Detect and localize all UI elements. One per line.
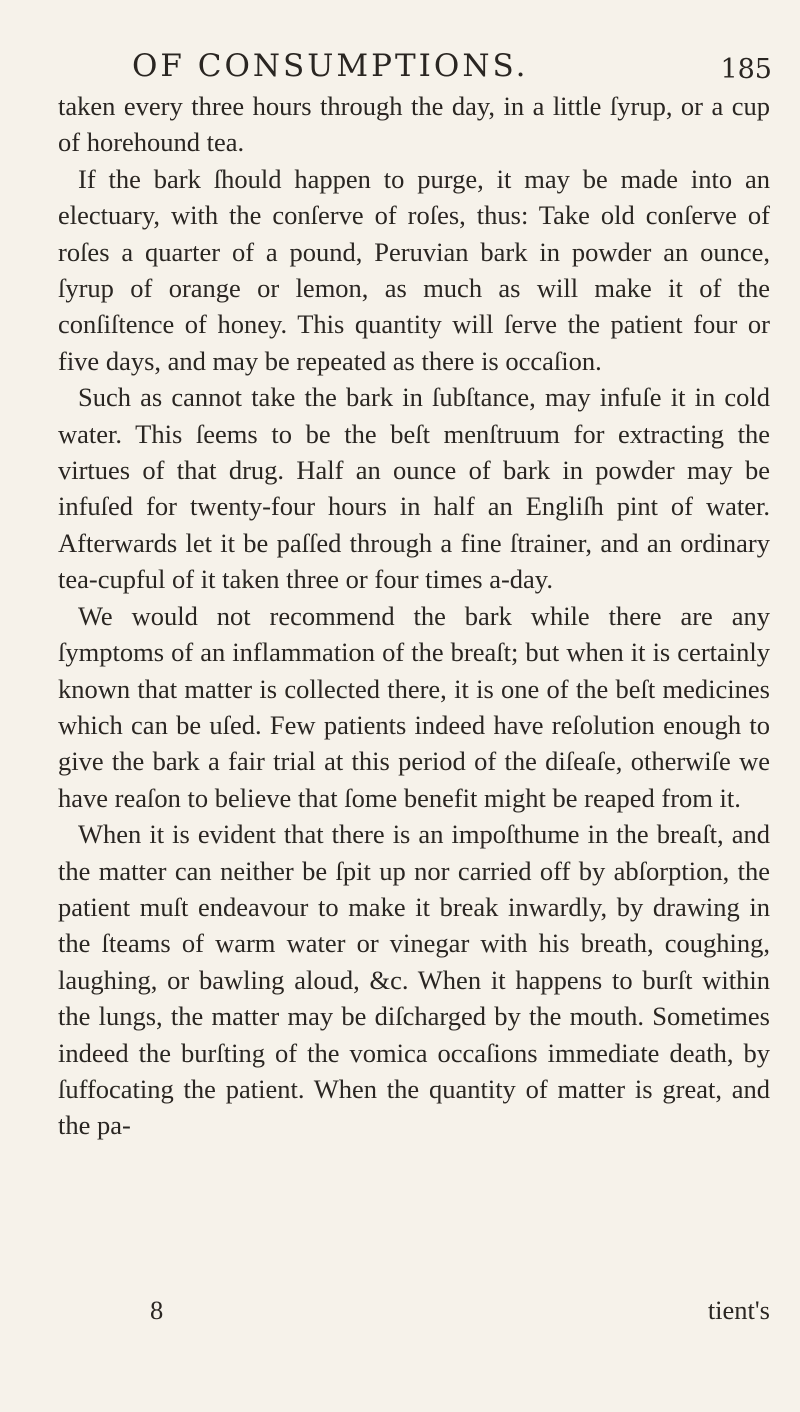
paragraph: Such as cannot take the bark in ſubſtance, may infuſe it in cold water. This ſeems to be the beſt menſtruum for extracting the virtues of that drug. Half an ounce of bark in powder may be infuſed for twenty-four hours in half an Engliſh pint of water. Afterwards let it be paſſed through a fine ſtrainer, and an ordinary tea-cupful of it taken three or four times a-day.: [58, 382, 770, 595]
page-body: [58, 88, 770, 1144]
paragraph: When it is evident that there is an impoſthume in the breaſt, and the matter can neither be ſpit up nor carried off by abſorption, the patient muſt endeavour to make it break inwardly, by drawing in the ſteams of warm water or vinegar with his breath, coughing, laughing, or bawling aloud, &c. When it happens to burſt within the lungs, the matter may be diſcharged by the mouth. Sometimes indeed the burſting of the vomica occaſions immediate death, by ſuffocating the patient. When the quantity of matter is great, and the pa-: [58, 819, 770, 1141]
page-footer: [150, 1290, 770, 1330]
paragraph: We would not recommend the bark while there are any ſymptoms of an inflammation of the breaſt; but when it is certainly known that matter is collected there, it is one of the beſt medicines which can be uſed. Few patients indeed have reſolution enough to give the bark a fair trial at this period of the diſeaſe, otherwiſe we have reaſon to believe that ſome benefit might be reaped from it.: [58, 600, 770, 813]
page-header: [132, 44, 772, 88]
catchword: tient's: [707, 1295, 770, 1325]
signature-mark: 8: [150, 1295, 164, 1325]
running-head: OF CONSUMPTIONS.: [132, 48, 529, 84]
paragraph: taken every three hours through the day, in a little ſyrup, or a cup of horehound tea.: [58, 91, 770, 158]
paragraph: If the bark ſhould happen to purge, it may be made into an electuary, with the conſerve of roſes, thus: Take old conſerve of roſes a quarter of a pound, Peruvian bark in powder an ounce, ſyrup of orange or lemon, as much as will make it of the conſiſtence of honey. This quantity will ſerve the patient four or five days, and may be repeated as there is occaſion.: [58, 163, 770, 376]
page-number: 185: [720, 54, 772, 85]
